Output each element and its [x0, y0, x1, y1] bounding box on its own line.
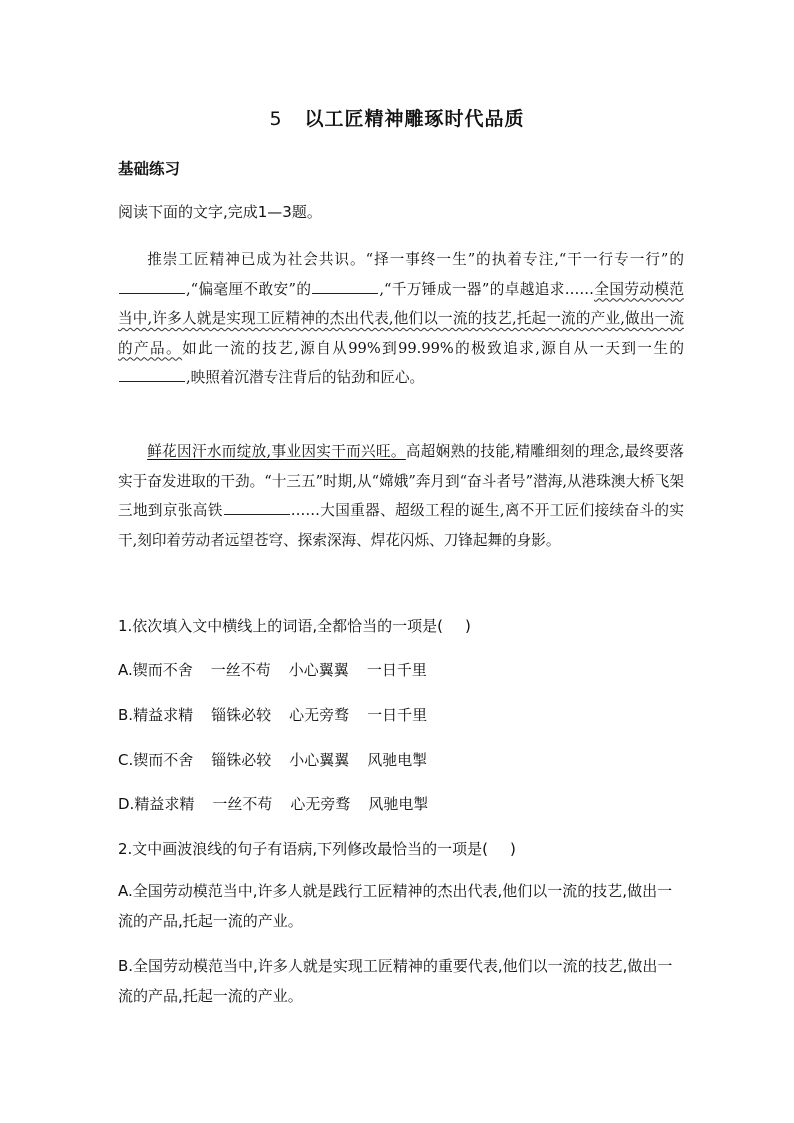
- lesson-title-text: 以工匠精神雕琢时代品质: [304, 108, 525, 130]
- passage-paragraph-2: [118, 437, 684, 555]
- q2-option-b[interactable]: B.全国劳动模范当中,许多人就是实现工匠精神的重要代表,他们以一流的技艺,做出一流的产品,托起一流的产业。: [118, 957, 673, 1005]
- q1-option-d[interactable]: D.精益求精 一丝不苟 心无旁骛 风驰电掣: [118, 795, 429, 813]
- passage-text: 如此一流的技艺,源自从99%到99.99%的极致追求,源自从一天到一生的: [182, 339, 684, 357]
- passage-text: 推崇工匠精神已成为社会共识。“择一事终一生”的执着专注,“干一行专一行”的: [147, 251, 684, 268]
- passage-text: 高超娴熟的技能,精雕细刻的理念,最终要落实于奋发进取的干劲。“十三五”时期,从“嫦娥”奔月到“奋斗者号”潜海,从港珠澳大桥飞架三地到京张高铁: [118, 443, 685, 519]
- question-2-stem: 2.文中画波浪线的句子有语病,下列修改最恰当的一项是( ): [118, 840, 516, 858]
- q1-option-b[interactable]: B.精益求精 锱铢必较 心无旁骛 一日千里: [118, 706, 428, 724]
- section-heading: 基础练习: [118, 160, 181, 178]
- fill-blank-4: [224, 500, 290, 515]
- lesson-number: 5: [269, 108, 283, 130]
- fill-blank-2: [312, 279, 378, 294]
- underlined-sentence: 鲜花因汗水而绽放,事业因实干而兴旺。: [147, 443, 406, 460]
- q2-option-a[interactable]: A.全国劳动模范当中,许多人就是践行工匠精神的杰出代表,他们以一流的技艺,做出一流的产品,托起一流的产业。: [118, 882, 673, 930]
- passage-paragraph-1: [118, 245, 684, 393]
- fill-blank-1: [119, 279, 185, 294]
- q1-option-a[interactable]: A.锲而不舍 一丝不苟 小心翼翼 一日千里: [118, 661, 427, 679]
- wavy-underlined-sentence: 全国劳动模范当中,许多人就是实现工匠精神的杰出代表,他们以一流的技艺,托起一流的产业,做出一流的产品。: [118, 280, 684, 357]
- fill-blank-3: [119, 367, 185, 382]
- lesson-title: [0, 104, 794, 131]
- q1-option-c[interactable]: C.锲而不舍 锱铢必较 小心翼翼 风驰电掣: [118, 751, 428, 769]
- passage-text: ,“千万锤成一器”的卓越追求……: [379, 280, 594, 298]
- question-1-stem: 1.依次填入文中横线上的词语,全都恰当的一项是( ): [118, 617, 471, 635]
- passage-text: ,“偏毫厘不敢安”的: [186, 280, 312, 298]
- passage-text: ,映照着沉潜专注背后的钻劲和匠心。: [186, 369, 425, 386]
- reading-instruction: 阅读下面的文字,完成1—3题。: [118, 203, 322, 221]
- passage-text: ……大国重器、超级工程的诞生,离不开工匠们接续奋斗的实干,刻印着劳动者远望苍穹、探索深海、焊花闪烁、刀锋起舞的身影。: [118, 502, 684, 549]
